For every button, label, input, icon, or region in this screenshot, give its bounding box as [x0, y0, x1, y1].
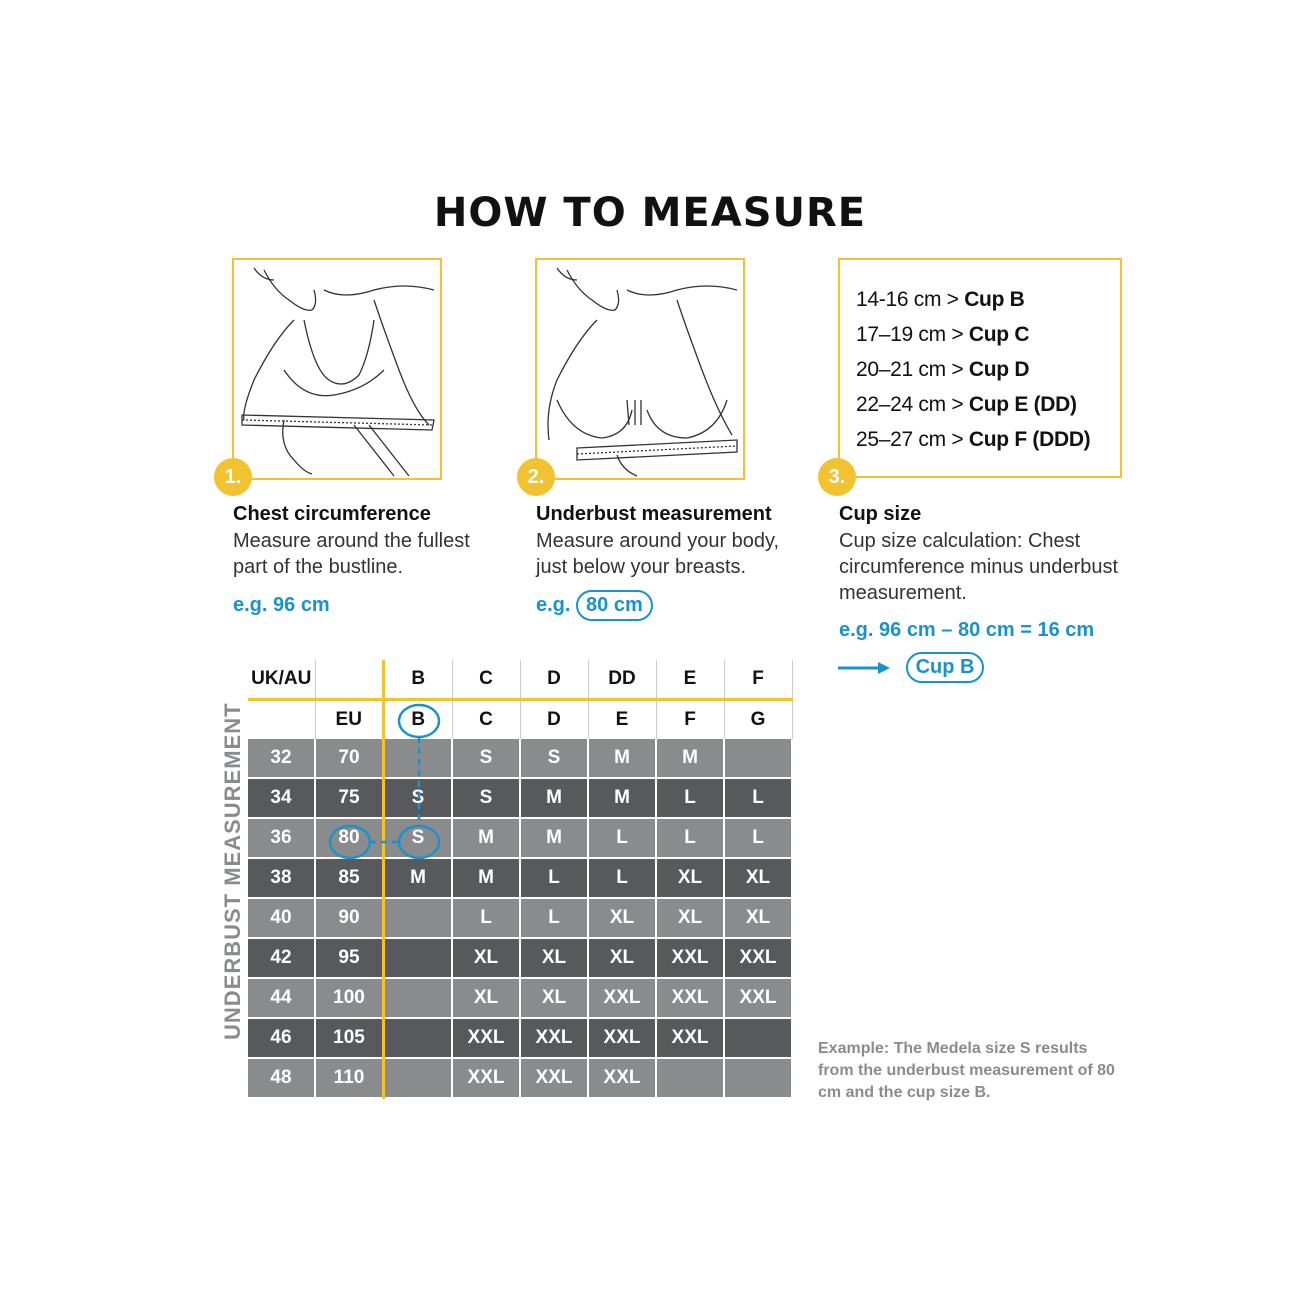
size-cell: M — [520, 818, 588, 858]
size-cell — [384, 739, 453, 778]
cup-rule: 22–24 cm > Cup E (DD) — [856, 393, 1077, 416]
uk-band-cell: 36 — [248, 818, 315, 858]
uk-band-cell: 42 — [248, 938, 315, 978]
size-cell: L — [656, 818, 724, 858]
step-3-result — [838, 652, 984, 683]
uk-cup: D — [520, 660, 588, 700]
size-cell: L — [520, 858, 588, 898]
eu-cup: C — [452, 700, 520, 740]
size-cell: XXL — [656, 1018, 724, 1058]
vertical-axis-label: UNDERBUST MEASUREMENT — [220, 702, 245, 1040]
step-1-example: e.g. 96 cm — [233, 594, 330, 616]
eu-cup: D — [520, 700, 588, 740]
size-cell: M — [520, 778, 588, 818]
size-cell: XXL — [452, 1058, 520, 1098]
size-cell: XL — [724, 858, 792, 898]
size-cell — [384, 1018, 453, 1058]
step-1-text: Measure around the fullest part of the bustline. — [233, 530, 470, 578]
eu-band-cell: 100 — [315, 978, 384, 1018]
uk-band-cell: 32 — [248, 739, 315, 778]
step-2-title: Underbust measurement — [536, 503, 772, 525]
size-cell: S — [384, 818, 453, 858]
uk-band-cell: 44 — [248, 978, 315, 1018]
size-cell: XL — [520, 978, 588, 1018]
uk-band-cell: 40 — [248, 898, 315, 938]
table-row — [248, 778, 792, 818]
size-cell: S — [520, 739, 588, 778]
uk-header-row — [248, 660, 792, 700]
eu-band-cell: 95 — [315, 938, 384, 978]
page-title: HOW TO MEASURE — [433, 190, 867, 236]
uk-band-cell: 46 — [248, 1018, 315, 1058]
size-cell: L — [588, 858, 656, 898]
arrow-right-icon — [838, 661, 890, 675]
size-cell: L — [724, 778, 792, 818]
size-cell — [384, 938, 453, 978]
size-cell: L — [452, 898, 520, 938]
size-cell: XL — [656, 858, 724, 898]
eu-cup: B — [384, 700, 453, 740]
size-cell: XL — [724, 898, 792, 938]
step-1-title: Chest circumference — [233, 503, 431, 525]
step-2-badge: 2. — [517, 458, 555, 496]
size-cell: XXL — [588, 978, 656, 1018]
cup-size-rules — [838, 258, 1122, 478]
size-cell — [384, 978, 453, 1018]
step-3-text: Cup size calculation: Chest circumference minus underbust measurement. — [839, 530, 1119, 604]
size-cell: S — [452, 739, 520, 778]
step-1-badge: 1. — [214, 458, 252, 496]
uk-cup: F — [724, 660, 792, 700]
result-oval: Cup B — [906, 652, 985, 683]
size-cell: L — [724, 818, 792, 858]
table-row — [248, 978, 792, 1018]
eu-cup: F — [656, 700, 724, 740]
table-row — [248, 898, 792, 938]
size-cell: XXL — [520, 1018, 588, 1058]
size-cell — [384, 898, 453, 938]
size-cell: XL — [588, 938, 656, 978]
size-cell: XXL — [588, 1058, 656, 1098]
size-cell: M — [452, 818, 520, 858]
eu-cup: G — [724, 700, 792, 740]
eu-band-cell: 75 — [315, 778, 384, 818]
table-row — [248, 1058, 792, 1098]
size-cell — [724, 1058, 792, 1098]
size-cell: M — [656, 739, 724, 778]
size-cell: L — [520, 898, 588, 938]
cup-rule: 17–19 cm > Cup C — [856, 323, 1030, 346]
uk-band-cell: 38 — [248, 858, 315, 898]
size-cell: XXL — [520, 1058, 588, 1098]
step-3-example: e.g. 96 cm – 80 cm = 16 cm — [839, 619, 1095, 641]
table-row — [248, 1018, 792, 1058]
example-value-oval: 80 cm — [576, 590, 653, 621]
uk-band-cell: 34 — [248, 778, 315, 818]
size-cell: L — [656, 778, 724, 818]
eu-band-cell: 80 — [315, 818, 384, 858]
cup-rule: 14-16 cm > Cup B — [856, 288, 1025, 311]
size-cell: M — [588, 739, 656, 778]
step-2-text: Measure around your body, just below your breasts. — [536, 530, 780, 578]
size-chart-table — [248, 660, 793, 1099]
step-2-example: e.g. 80 cm — [536, 590, 653, 621]
table-row — [248, 938, 792, 978]
step-3-badge: 3. — [818, 458, 856, 496]
eu-band-cell: 70 — [315, 739, 384, 778]
eu-cup: E — [588, 700, 656, 740]
size-cell: XXL — [588, 1018, 656, 1058]
size-cell — [384, 1058, 453, 1098]
size-cell: M — [452, 858, 520, 898]
size-cell: M — [588, 778, 656, 818]
chest-illustration — [232, 258, 442, 480]
uk-cup: B — [384, 660, 453, 700]
size-cell: XXL — [656, 938, 724, 978]
eu-label: EU — [315, 700, 384, 740]
size-cell: S — [452, 778, 520, 818]
size-cell — [724, 1018, 792, 1058]
eu-band-cell: 90 — [315, 898, 384, 938]
size-cell: XXL — [452, 1018, 520, 1058]
underbust-illustration — [535, 258, 745, 480]
eu-band-cell: 110 — [315, 1058, 384, 1098]
size-cell: XL — [452, 938, 520, 978]
size-cell: XL — [656, 898, 724, 938]
uk-label: UK/AU — [248, 660, 315, 700]
uk-cup: C — [452, 660, 520, 700]
size-cell: XL — [452, 978, 520, 1018]
size-cell: XXL — [656, 978, 724, 1018]
size-cell: XL — [588, 898, 656, 938]
size-cell: M — [384, 858, 453, 898]
cup-rule: 25–27 cm > Cup F (DDD) — [856, 428, 1091, 451]
example-note: Example: The Medela size S results from the underbust measurement of 80 cm and the cup size B. — [818, 1040, 1115, 1101]
size-cell: L — [588, 818, 656, 858]
size-cell — [656, 1058, 724, 1098]
size-cell: XXL — [724, 938, 792, 978]
table-row — [248, 818, 792, 858]
cup-rule: 20–21 cm > Cup D — [856, 358, 1030, 381]
eu-header-row — [248, 700, 792, 740]
step-3-title: Cup size — [839, 503, 922, 525]
size-cell: S — [384, 778, 453, 818]
table-row — [248, 739, 792, 778]
uk-band-cell: 48 — [248, 1058, 315, 1098]
size-cell — [724, 739, 792, 778]
uk-cup: E — [656, 660, 724, 700]
table-row — [248, 858, 792, 898]
size-cell: XL — [520, 938, 588, 978]
uk-cup: DD — [588, 660, 656, 700]
eu-band-cell: 85 — [315, 858, 384, 898]
eu-band-cell: 105 — [315, 1018, 384, 1058]
size-cell: XXL — [724, 978, 792, 1018]
